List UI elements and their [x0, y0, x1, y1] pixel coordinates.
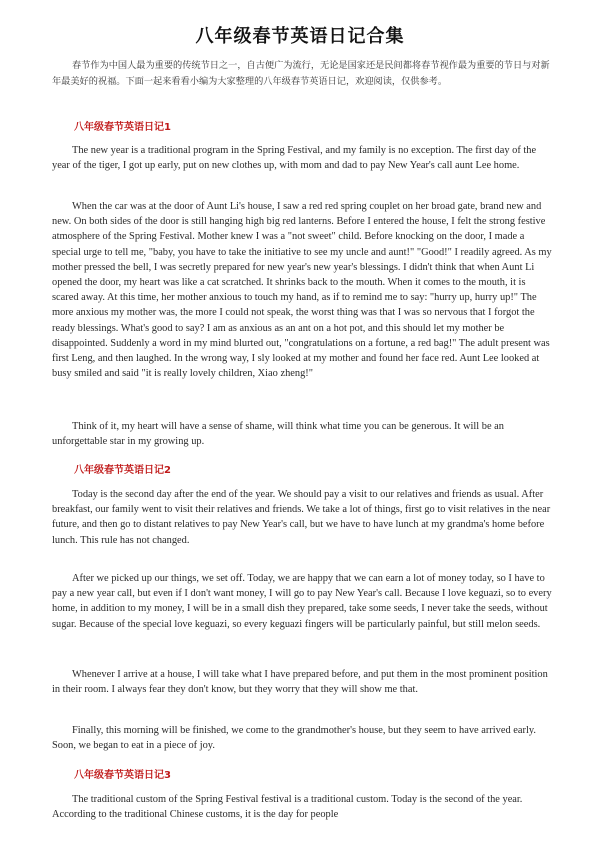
- section-1-paragraph-3: Think of it, my heart will have a sense of shame, will think what time you can be generous. It will be an unforgettable star in my growing up.: [52, 421, 504, 448]
- section-heading-1: 八年级春节英语日记1: [74, 122, 171, 133]
- section-2-paragraph-1: Today is the second day after the end of the year. We should pay a visit to our relatives and friends as usual. After breakfast, our family went to visit their relatives and friends. We take a lot of things, first go to visit relatives in the near future, and then go to distant relatives to pay New Year's call, but we have to have lunch at my grandma's home before lunch. This rule has not changed.: [52, 489, 551, 546]
- section-2-paragraph-3: Whenever I arrive at a house, I will take what I have prepared before, and put them in the most prominent position in their room. I always fear they don't know, but they worry that they will show me that.: [52, 669, 548, 696]
- section-2-paragraph-2: After we picked up our things, we set off. Today, we are happy that we can earn a lot of money today, so I have to pay a new year call, but even if I don't want money, I will go to pay New Year's call. Because I love keguazi, so to every home, in addition to my money, I will be in a small dish they prepared, take some seeds, I never take the seeds, without sugar. Because of the special love keguazi, so every keguazi fingers will be particularly painful, but still melon seeds.: [52, 573, 552, 630]
- section-1-paragraph-2: When the car was at the door of Aunt Li's house, I saw a red red spring couplet on her broad gate, brand new and new. On both sides of the door is still hanging high big red lanterns. Before I entered the house, I felt the strong festive atmosphere of the Spring Festival. Mother knew I was a "not sweet" child. Before knocking on the door, I made a special urge to tell me, "baby, you have to take the initiative to see my uncle and aunt!" "Good!" I readily agreed. As my mother pressed the bell, I was secretly prepared for new year's new year's blessings. I didn't think that when Aunt Li opened the door, my heart was like a cat scratched. It shrinks back to the mouth. When it comes to the mouth, it is scared away. At this time, her mother anxious to touch my hand, as if to remind me to say: "hurry up, hurry up!" The more anxious my mother was, the more I could not speak, the worst thing was that I was so nervous that I forgot the ready blessings. What's good to say? I am as anxious as an ant on a hot pot, and this should let my mother be disappointed. Suddenly a word in my mind blurted out, "congratulations on a fortune, a red bag!" The adult present was first Leng, and then laughed. In the wrong way, I sly looked at my mother and found her face red. Aunt Lee looked at busy smiled and said "it is really lovely children, Xiao zheng!": [52, 201, 552, 380]
- section-2-paragraph-4: Finally, this morning will be finished, we come to the grandmother's house, but they seem to have arrived early. Soon, we began to eat in a piece of joy.: [52, 725, 536, 752]
- intro-paragraph: 春节作为中国人最为重要的传统节日之一，自古便广为流行，无论是国家还是民间都将春节视作最为重要的节日与对新年最美好的祝福。下面一起来看看小编为大家整理的八年级春节英语日记，欢迎阅读，仅供参考。: [52, 60, 550, 87]
- section-heading-2: 八年级春节英语日记2: [74, 465, 171, 476]
- section-3-paragraph-1: The traditional custom of the Spring Festival festival is a traditional custom. Today is the second of the year. According to the traditional Chinese customs, it is the day for people: [52, 794, 523, 821]
- section-1-paragraph-1: The new year is a traditional program in the Spring Festival, and my family is no exception. The first day of the year of the tiger, I got up early, put on new clothes up, with mom and dad to pay New Year's call aunt Lee home.: [52, 145, 537, 172]
- page-title: 八年级春节英语日记合集: [195, 26, 405, 47]
- section-heading-3: 八年级春节英语日记3: [74, 770, 171, 781]
